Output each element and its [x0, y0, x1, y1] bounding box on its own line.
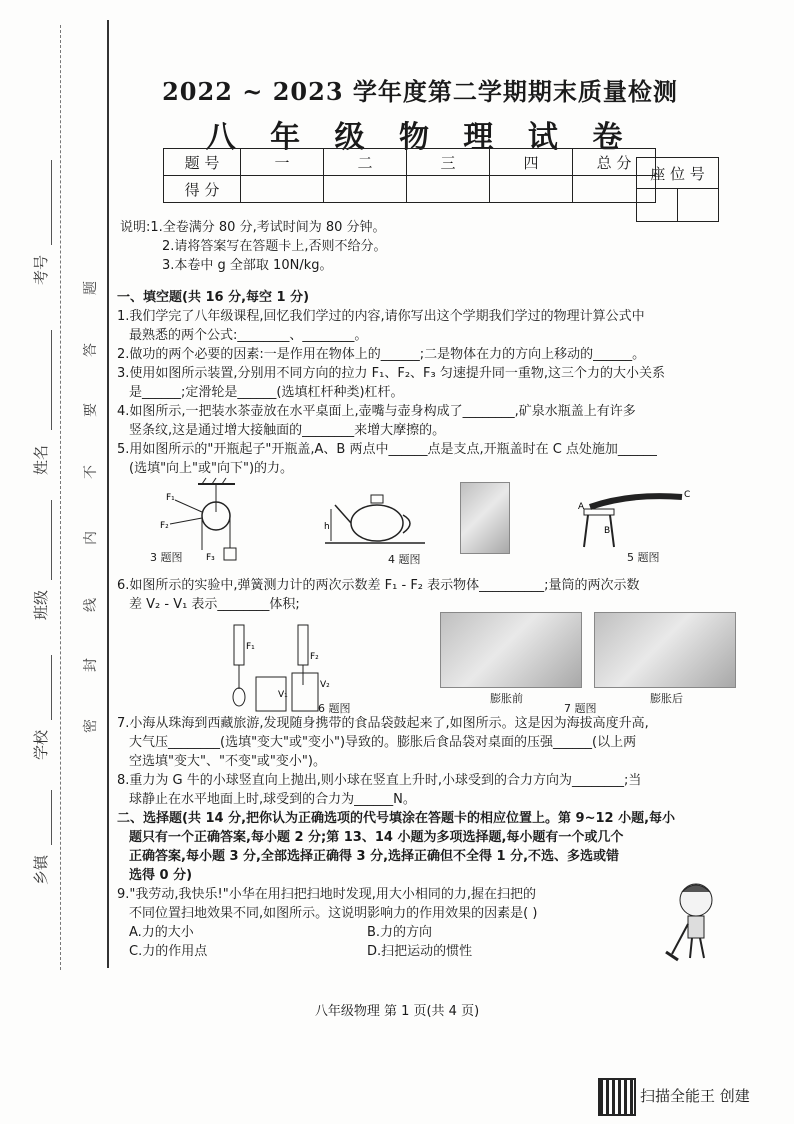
- h-label: h: [324, 522, 330, 532]
- seal-char: 封: [83, 658, 99, 672]
- question-3-cont: 是______;定滑轮是______(选填杠杆种类)杠杆。: [129, 385, 404, 400]
- exam-no-label: 考号: [32, 254, 50, 285]
- question-1: 1.我们学完了八年级课程,回忆我们学过的内容,请你写出这个学期我们学过的物理计算公式中: [117, 309, 645, 324]
- before-caption: 膨胀前: [490, 692, 523, 705]
- instructions: [120, 218, 387, 275]
- instruction-line: 3.本卷中 g 全部取 10N/kg。: [162, 258, 333, 273]
- bag-after-photo: [594, 612, 736, 688]
- question-6-cont: 差 V₂ - V₁ 表示________体积;: [129, 597, 300, 612]
- score-table: [163, 148, 656, 203]
- score-header-cell: 三: [407, 149, 490, 176]
- seal-char: 答: [83, 343, 99, 357]
- seat-label: 座 位 号: [637, 158, 719, 189]
- score-header-cell: 一: [241, 149, 324, 176]
- seal-char: 题: [83, 281, 99, 295]
- exam-title: 2022 ~ 2023 学年度第二学期期末质量检测: [162, 77, 678, 106]
- f2-label: F₂: [310, 652, 319, 662]
- qr-code-icon: [598, 1078, 636, 1116]
- instruction-line: 说明:1.全卷满分 80 分,考试时间为 80 分钟。: [120, 220, 386, 235]
- section2-heading: 二、选择题(共 14 分,把你认为正确选项的代号填涂在答题卡的相应位置上。第 9~12 小题,每小: [117, 811, 676, 826]
- seat-cell: [637, 189, 678, 222]
- question-5-cont: (选填"向上"或"向下")的力。: [129, 461, 294, 476]
- question-9-cont: 不同位置扫地效果不同,如图所示。这说明影响力的作用效果的因素是( ): [129, 906, 538, 921]
- option-a: A.力的大小: [129, 925, 194, 940]
- sweeping-child-figure: [664, 880, 728, 970]
- a-label: A: [578, 502, 585, 512]
- name-label: 姓名: [32, 444, 50, 475]
- v2-label: V₂: [320, 680, 330, 690]
- question-7: 7.小海从珠海到西藏旅游,发现随身携带的食品袋鼓起来了,如图所示。这是因为海拔高度升高,: [117, 716, 649, 731]
- seal-char: 线: [83, 598, 99, 612]
- option-b: B.力的方向: [367, 925, 433, 940]
- school-line: [51, 655, 52, 720]
- score-header-cell: 二: [324, 149, 407, 176]
- question-5: 5.用如图所示的"开瓶起子"开瓶盖,A、B 两点中______点是支点,开瓶盖时在 C 点处施加______: [117, 442, 657, 457]
- figure4-caption: 4 题图: [388, 553, 421, 566]
- instruction-line: 2.请将答案写在答题卡上,否则不给分。: [162, 239, 387, 254]
- class-line: [51, 500, 52, 580]
- bottle-photo: [460, 482, 510, 554]
- question-1-cont: 最熟悉的两个公式:________、________。: [129, 328, 368, 343]
- score-header-cell: 四: [490, 149, 573, 176]
- question-8: 8.重力为 G 牛的小球竖直向上抛出,则小球在竖直上升时,小球受到的合力方向为________;当: [117, 773, 642, 788]
- question-3: 3.使用如图所示装置,分别用不同方向的拉力 F₁、F₂、F₃ 匀速提升同一重物,这三个力的大小关系: [117, 366, 666, 381]
- score-cell: [324, 176, 407, 203]
- seal-char: 密: [83, 719, 99, 733]
- question-9: 9."我劳动,我快乐!"小华在用扫把扫地时发现,用大小相同的力,握在扫把的: [117, 887, 536, 902]
- exam-no-line: [51, 160, 52, 245]
- seat-cell: [678, 189, 719, 222]
- score-row-label: 得 分: [164, 176, 241, 203]
- question-2: 2.做功的两个必要的因素:一是作用在物体上的______;二是物体在力的方向上移动的______。: [117, 347, 646, 362]
- bottle-opener-figure: [570, 485, 700, 555]
- figure7-caption: 7 题图: [564, 702, 597, 715]
- section2-heading-cont: 题只有一个正确答案,每小题 2 分;第 13、14 小题为多项选择题,每小题有一个或几个: [129, 830, 624, 845]
- b-label: B: [604, 526, 611, 536]
- page-footer: 八年级物理 第 1 页(共 4 页): [314, 1004, 480, 1019]
- town-label: 乡镇: [32, 854, 50, 885]
- question-8-cont: 球静止在水平地面上时,球受到的合力为______N。: [129, 792, 416, 807]
- margin-line: [107, 20, 109, 968]
- bag-before-photo: [440, 612, 582, 688]
- class-label: 班级: [32, 589, 50, 620]
- school-label: 学校: [32, 729, 50, 760]
- seal-char: 内: [83, 531, 99, 545]
- section2-heading-cont: 正确答案,每小题 3 分,全部选择正确得 3 分,选择正确但不全得 1 分,不选、多选或错: [129, 849, 620, 864]
- seal-char: 不: [83, 465, 99, 479]
- figure3-caption: 3 题图: [150, 551, 183, 564]
- binding-dashed-line: [60, 25, 61, 970]
- c-label: C: [684, 490, 691, 500]
- town-line: [51, 790, 52, 845]
- section1-heading: 一、填空题(共 16 分,每空 1 分): [117, 290, 310, 305]
- name-line: [51, 330, 52, 430]
- score-cell: [407, 176, 490, 203]
- after-caption: 膨胀后: [650, 692, 683, 705]
- f1-label: F₁: [246, 642, 255, 652]
- question-7-cont: 大气压________(选填"变大"或"变小")导致的。膨胀后食品袋对桌面的压强______(以上两: [129, 735, 637, 750]
- seat-number-table: [636, 157, 719, 222]
- f1-label: F₁: [166, 493, 175, 503]
- exam-subtitle: 八 年 级 物 理 试 卷: [205, 120, 635, 155]
- question-6: 6.如图所示的实验中,弹簧测力计的两次示数差 F₁ - F₂ 表示物体__________;量筒的两次示数: [117, 578, 640, 593]
- teapot-figure: [325, 485, 425, 549]
- score-header-cell: 题 号: [164, 149, 241, 176]
- seal-char: 要: [83, 403, 99, 417]
- figure5-caption: 5 题图: [627, 551, 660, 564]
- figure6-caption: 6 题图: [318, 702, 351, 715]
- score-header-cell: 总 分: [573, 149, 656, 176]
- option-c: C.力的作用点: [129, 944, 208, 959]
- f2-label: F₂: [160, 521, 169, 531]
- score-cell: [241, 176, 324, 203]
- scanner-watermark: 扫描全能王 创建: [640, 1087, 750, 1105]
- question-7-cont: 空选填"变大"、"不变"或"变小")。: [129, 754, 326, 769]
- question-4: 4.如图所示,一把装水茶壶放在水平桌面上,壶嘴与壶身构成了________,矿泉水瓶盖上有许多: [117, 404, 636, 419]
- score-cell: [490, 176, 573, 203]
- section2-heading-cont: 选得 0 分): [129, 868, 193, 883]
- v1-label: V₁: [278, 690, 288, 700]
- question-4-cont: 竖条纹,这是通过增大接触面的________来增大摩擦的。: [129, 423, 446, 438]
- option-d: D.扫把运动的惯性: [367, 944, 473, 959]
- f3-label: F₃: [206, 553, 215, 563]
